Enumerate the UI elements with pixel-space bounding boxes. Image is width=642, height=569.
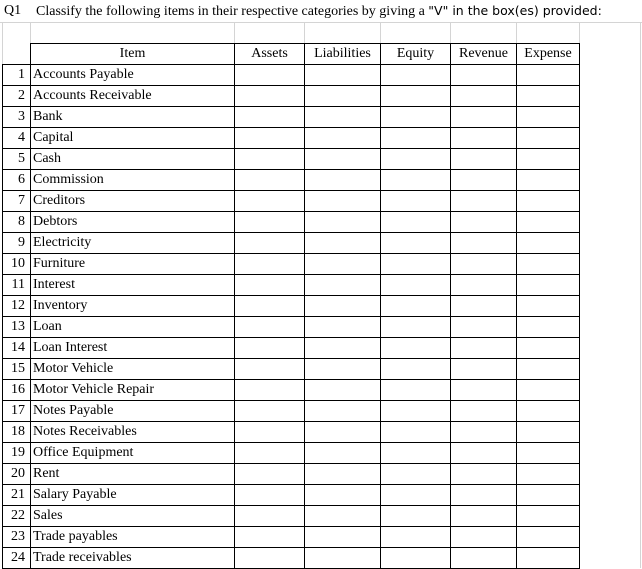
checkbox-cell-equity[interactable] — [381, 254, 451, 275]
table-row — [3, 233, 580, 254]
checkbox-cell-revenue[interactable] — [451, 485, 517, 506]
checkbox-cell-expense[interactable] — [517, 107, 580, 128]
checkbox-cell-assets[interactable] — [235, 527, 305, 548]
checkbox-cell-liabilities[interactable] — [305, 338, 381, 359]
checkbox-cell-expense[interactable] — [517, 401, 580, 422]
row-number-cell[interactable]: 22 — [3, 506, 31, 527]
table-row — [3, 296, 580, 317]
checkbox-cell-equity[interactable] — [381, 506, 451, 527]
checkbox-cell-equity[interactable] — [381, 149, 451, 170]
checkbox-cell-revenue[interactable] — [451, 317, 517, 338]
checkbox-cell-equity[interactable] — [381, 296, 451, 317]
checkbox-cell-liabilities[interactable] — [305, 86, 381, 107]
checkbox-cell-liabilities[interactable] — [305, 149, 381, 170]
item-cell[interactable]: Trade receivables — [31, 548, 235, 569]
table-row — [3, 485, 580, 506]
checkbox-cell-revenue[interactable] — [451, 443, 517, 464]
checkbox-cell-assets[interactable] — [235, 275, 305, 296]
checkbox-cell-expense[interactable] — [517, 485, 580, 506]
row-number-cell[interactable]: 24 — [3, 548, 31, 569]
row-number-cell[interactable]: 4 — [3, 128, 31, 149]
item-cell[interactable]: Motor Vehicle — [31, 359, 235, 380]
checkbox-cell-assets[interactable] — [235, 107, 305, 128]
checkbox-cell-expense[interactable] — [517, 359, 580, 380]
table-row — [3, 212, 580, 233]
checkbox-cell-revenue[interactable] — [451, 86, 517, 107]
checkbox-cell-liabilities[interactable] — [305, 464, 381, 485]
row-number-cell[interactable]: 20 — [3, 464, 31, 485]
checkbox-cell-equity[interactable] — [381, 338, 451, 359]
checkbox-cell-expense[interactable] — [517, 86, 580, 107]
checkbox-cell-equity[interactable] — [381, 317, 451, 338]
checkbox-cell-revenue[interactable] — [451, 275, 517, 296]
row-number-cell[interactable]: 23 — [3, 527, 31, 548]
row-number-cell[interactable]: 6 — [3, 170, 31, 191]
checkbox-cell-revenue[interactable] — [451, 359, 517, 380]
checkbox-cell-equity[interactable] — [381, 233, 451, 254]
checkbox-cell-liabilities[interactable] — [305, 128, 381, 149]
checkbox-cell-revenue[interactable] — [451, 401, 517, 422]
checkbox-cell-liabilities[interactable] — [305, 443, 381, 464]
checkbox-cell-expense[interactable] — [517, 317, 580, 338]
row-number-cell[interactable]: 12 — [3, 296, 31, 317]
checkbox-cell-assets[interactable] — [235, 464, 305, 485]
checkbox-cell-equity[interactable] — [381, 485, 451, 506]
checkbox-cell-liabilities[interactable] — [305, 191, 381, 212]
column-header-assets[interactable]: Assets — [235, 44, 305, 65]
checkbox-cell-assets[interactable] — [235, 485, 305, 506]
table-row — [3, 422, 580, 443]
table-row — [3, 275, 580, 296]
item-cell[interactable]: Loan Interest — [31, 338, 235, 359]
checkbox-cell-equity[interactable] — [381, 212, 451, 233]
checkbox-cell-equity[interactable] — [381, 359, 451, 380]
row-number-cell[interactable]: 2 — [3, 86, 31, 107]
checkbox-cell-revenue[interactable] — [451, 296, 517, 317]
checkbox-cell-expense[interactable] — [517, 506, 580, 527]
row-number-cell[interactable]: 5 — [3, 149, 31, 170]
checkbox-cell-equity[interactable] — [381, 464, 451, 485]
checkbox-cell-liabilities[interactable] — [305, 296, 381, 317]
item-cell[interactable]: Commission — [31, 170, 235, 191]
checkbox-cell-liabilities[interactable] — [305, 527, 381, 548]
checkbox-cell-expense[interactable] — [517, 422, 580, 443]
row-number-cell[interactable]: 16 — [3, 380, 31, 401]
checkbox-cell-assets[interactable] — [235, 254, 305, 275]
checkbox-cell-expense[interactable] — [517, 443, 580, 464]
checkbox-cell-expense[interactable] — [517, 212, 580, 233]
checkbox-cell-assets[interactable] — [235, 317, 305, 338]
gridline-horizontal — [0, 22, 642, 23]
column-header-expense[interactable]: Expense — [517, 44, 580, 65]
checkbox-cell-revenue[interactable] — [451, 338, 517, 359]
checkbox-cell-revenue[interactable] — [451, 464, 517, 485]
checkbox-cell-assets[interactable] — [235, 443, 305, 464]
table-row — [3, 443, 580, 464]
checkbox-cell-revenue[interactable] — [451, 65, 517, 86]
item-cell[interactable]: Capital — [31, 128, 235, 149]
checkbox-cell-equity[interactable] — [381, 170, 451, 191]
row-number-cell[interactable]: 13 — [3, 317, 31, 338]
row-number-cell[interactable]: 11 — [3, 275, 31, 296]
item-cell[interactable]: Electricity — [31, 233, 235, 254]
checkbox-cell-liabilities[interactable] — [305, 233, 381, 254]
item-cell[interactable]: Creditors — [31, 191, 235, 212]
checkbox-cell-assets[interactable] — [235, 191, 305, 212]
gridline-vertical — [640, 22, 641, 568]
checkbox-cell-assets[interactable] — [235, 149, 305, 170]
checkbox-cell-expense[interactable] — [517, 128, 580, 149]
row-number-cell[interactable]: 7 — [3, 191, 31, 212]
item-cell[interactable]: Trade payables — [31, 527, 235, 548]
item-cell[interactable]: Salary Payable — [31, 485, 235, 506]
question-text-main: Classify the following items in their respective categories by giving a — [36, 4, 429, 19]
item-cell[interactable]: Sales — [31, 506, 235, 527]
table-row — [3, 527, 580, 548]
checkbox-cell-revenue[interactable] — [451, 422, 517, 443]
checkbox-cell-revenue[interactable] — [451, 107, 517, 128]
checkbox-cell-revenue[interactable] — [451, 527, 517, 548]
header-blank-cell[interactable] — [3, 44, 31, 65]
checkbox-cell-expense[interactable] — [517, 296, 580, 317]
item-cell[interactable]: Office Equipment — [31, 443, 235, 464]
table-row — [3, 506, 580, 527]
table-row — [3, 170, 580, 191]
checkbox-cell-expense[interactable] — [517, 275, 580, 296]
item-cell[interactable]: Rent — [31, 464, 235, 485]
question-row — [0, 0, 642, 22]
checkbox-cell-expense[interactable] — [517, 464, 580, 485]
item-cell[interactable]: Notes Receivables — [31, 422, 235, 443]
checkbox-cell-expense[interactable] — [517, 338, 580, 359]
item-cell[interactable]: Motor Vehicle Repair — [31, 380, 235, 401]
classification-table — [2, 43, 580, 569]
table-row — [3, 401, 580, 422]
row-number-cell[interactable]: 21 — [3, 485, 31, 506]
table-row — [3, 548, 580, 569]
row-number-cell[interactable]: 1 — [3, 65, 31, 86]
row-number-cell[interactable]: 14 — [3, 338, 31, 359]
checkbox-cell-expense[interactable] — [517, 191, 580, 212]
checkbox-cell-liabilities[interactable] — [305, 506, 381, 527]
checkbox-cell-equity[interactable] — [381, 422, 451, 443]
checkbox-cell-revenue[interactable] — [451, 233, 517, 254]
row-number-cell[interactable]: 8 — [3, 212, 31, 233]
checkbox-cell-expense[interactable] — [517, 233, 580, 254]
checkbox-cell-revenue[interactable] — [451, 128, 517, 149]
row-number-cell[interactable]: 18 — [3, 422, 31, 443]
item-cell[interactable]: Inventory — [31, 296, 235, 317]
checkbox-cell-assets[interactable] — [235, 86, 305, 107]
checkbox-cell-liabilities[interactable] — [305, 317, 381, 338]
checkbox-cell-revenue[interactable] — [451, 170, 517, 191]
row-number-cell[interactable]: 3 — [3, 107, 31, 128]
checkbox-cell-liabilities[interactable] — [305, 548, 381, 569]
checkbox-cell-assets[interactable] — [235, 170, 305, 191]
item-cell[interactable]: Loan — [31, 317, 235, 338]
checkbox-cell-liabilities[interactable] — [305, 275, 381, 296]
checkbox-cell-revenue[interactable] — [451, 548, 517, 569]
checkbox-cell-expense[interactable] — [517, 170, 580, 191]
checkbox-cell-revenue[interactable] — [451, 212, 517, 233]
table-row — [3, 359, 580, 380]
checkbox-cell-liabilities[interactable] — [305, 170, 381, 191]
item-cell[interactable]: Bank — [31, 107, 235, 128]
column-header-item[interactable]: Item — [31, 44, 235, 65]
header-row — [3, 44, 580, 65]
row-number-cell[interactable]: 10 — [3, 254, 31, 275]
column-header-liabilities[interactable]: Liabilities — [305, 44, 381, 65]
checkbox-cell-expense[interactable] — [517, 65, 580, 86]
checkbox-cell-assets[interactable] — [235, 422, 305, 443]
item-cell[interactable]: Cash — [31, 149, 235, 170]
checkbox-cell-assets[interactable] — [235, 233, 305, 254]
column-header-equity[interactable]: Equity — [381, 44, 451, 65]
checkbox-cell-equity[interactable] — [381, 401, 451, 422]
checkbox-cell-assets[interactable] — [235, 65, 305, 86]
checkbox-cell-revenue[interactable] — [451, 506, 517, 527]
checkbox-cell-expense[interactable] — [517, 527, 580, 548]
checkbox-cell-revenue[interactable] — [451, 149, 517, 170]
table-row — [3, 380, 580, 401]
checkbox-cell-assets[interactable] — [235, 380, 305, 401]
item-cell[interactable]: Accounts Payable — [31, 65, 235, 86]
checkbox-cell-equity[interactable] — [381, 191, 451, 212]
table-row — [3, 149, 580, 170]
checkbox-cell-liabilities[interactable] — [305, 485, 381, 506]
question-text — [36, 3, 602, 20]
checkbox-cell-liabilities[interactable] — [305, 380, 381, 401]
checkbox-cell-assets[interactable] — [235, 338, 305, 359]
item-cell[interactable]: Debtors — [31, 212, 235, 233]
checkbox-cell-equity[interactable] — [381, 86, 451, 107]
column-header-revenue[interactable]: Revenue — [451, 44, 517, 65]
question-text-tail: "V" in the box(es) provided: — [428, 3, 602, 18]
item-cell[interactable]: Furniture — [31, 254, 235, 275]
question-number: Q1 — [4, 3, 22, 18]
row-number-cell[interactable]: 9 — [3, 233, 31, 254]
checkbox-cell-assets[interactable] — [235, 506, 305, 527]
table-row — [3, 317, 580, 338]
table-row — [3, 464, 580, 485]
row-number-cell[interactable]: 15 — [3, 359, 31, 380]
checkbox-cell-revenue[interactable] — [451, 254, 517, 275]
table-row — [3, 128, 580, 149]
checkbox-cell-expense[interactable] — [517, 254, 580, 275]
checkbox-cell-assets[interactable] — [235, 359, 305, 380]
checkbox-cell-equity[interactable] — [381, 275, 451, 296]
checkbox-cell-assets[interactable] — [235, 296, 305, 317]
checkbox-cell-liabilities[interactable] — [305, 401, 381, 422]
item-cell[interactable]: Accounts Receivable — [31, 86, 235, 107]
checkbox-cell-equity[interactable] — [381, 527, 451, 548]
checkbox-cell-assets[interactable] — [235, 128, 305, 149]
table-row — [3, 107, 580, 128]
checkbox-cell-equity[interactable] — [381, 380, 451, 401]
checkbox-cell-liabilities[interactable] — [305, 254, 381, 275]
checkbox-cell-revenue[interactable] — [451, 380, 517, 401]
checkbox-cell-revenue[interactable] — [451, 191, 517, 212]
checkbox-cell-assets[interactable] — [235, 548, 305, 569]
checkbox-cell-expense[interactable] — [517, 149, 580, 170]
row-number-cell[interactable]: 17 — [3, 401, 31, 422]
checkbox-cell-liabilities[interactable] — [305, 107, 381, 128]
checkbox-cell-assets[interactable] — [235, 401, 305, 422]
item-cell[interactable]: Notes Payable — [31, 401, 235, 422]
table-row — [3, 191, 580, 212]
checkbox-cell-expense[interactable] — [517, 380, 580, 401]
checkbox-cell-equity[interactable] — [381, 65, 451, 86]
row-number-cell[interactable]: 19 — [3, 443, 31, 464]
table-row — [3, 254, 580, 275]
checkbox-cell-equity[interactable] — [381, 443, 451, 464]
table-row — [3, 86, 580, 107]
checkbox-cell-equity[interactable] — [381, 128, 451, 149]
item-cell[interactable]: Interest — [31, 275, 235, 296]
checkbox-cell-liabilities[interactable] — [305, 212, 381, 233]
table-row — [3, 338, 580, 359]
checkbox-cell-liabilities[interactable] — [305, 65, 381, 86]
checkbox-cell-liabilities[interactable] — [305, 422, 381, 443]
checkbox-cell-equity[interactable] — [381, 107, 451, 128]
checkbox-cell-liabilities[interactable] — [305, 359, 381, 380]
checkbox-cell-equity[interactable] — [381, 548, 451, 569]
checkbox-cell-assets[interactable] — [235, 212, 305, 233]
checkbox-cell-expense[interactable] — [517, 548, 580, 569]
table-row — [3, 65, 580, 86]
